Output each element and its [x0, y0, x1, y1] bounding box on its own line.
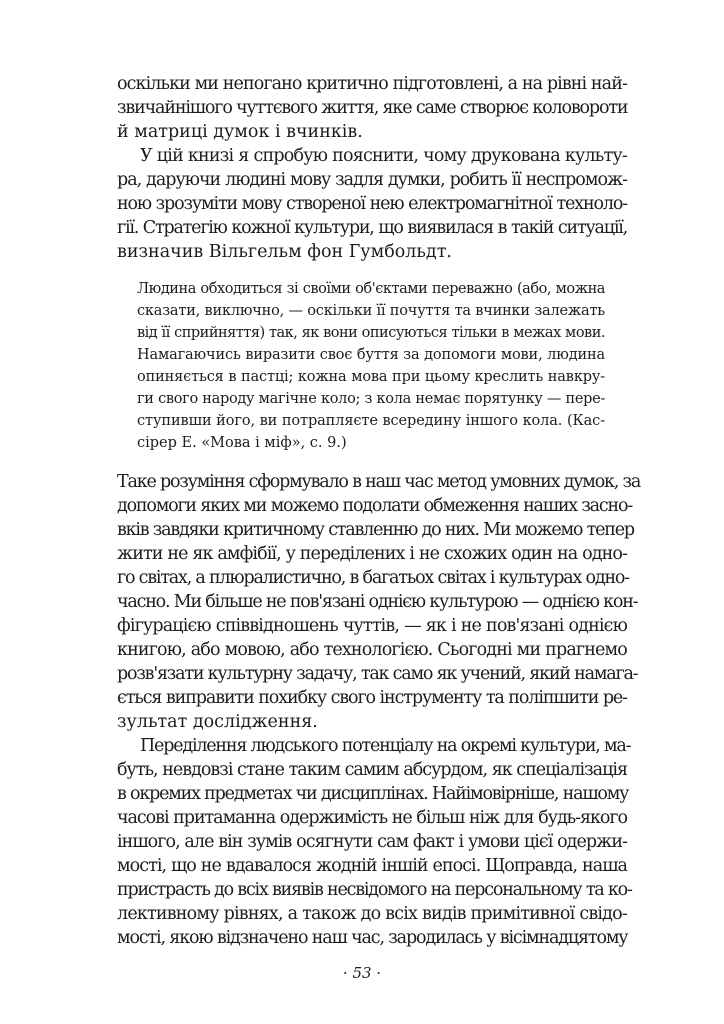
text-line: жити не як амфібії, у переділених і не схожих один на одно- — [117, 544, 627, 564]
text-line: го світах, а плюралистично, в багатьох світах і культурах одно- — [117, 568, 629, 588]
text-line: оскільки ми непогано критично підготовлені, а на рівні най- — [117, 74, 627, 94]
text-line: й матриці думок і вчинків. — [117, 122, 363, 142]
quote-line: Намагаючись виразити своє буття за допомоги мови, людина — [137, 347, 605, 363]
text-line: вків завдяки критичному ставленню до них. Ми можемо тепер — [117, 520, 634, 540]
quote-line: сказати, виключно, — оскільки її почуття та вчинки залежать — [137, 303, 605, 319]
quote-line: ступивши його, ви потрапляєте всередину іншого кола. (Кас- — [137, 413, 605, 429]
text-line: в окремих предметах чи дисциплінах. Найімовірніше, нашому — [117, 784, 629, 804]
quote-line: опиняється в пастці; кожна мова при цьому креслить навкру- — [137, 369, 605, 385]
text-line: іншого, але він зумів осягнути сам факт і умови цієї одержи- — [117, 832, 627, 852]
text-line: буть, невдовзі стане таким самим абсурдом, як спеціалізація — [117, 760, 627, 780]
text-line: звичайнішого чуттєвого життя, яке саме створює коловороти — [117, 98, 628, 118]
text-line: лективному рівнях, а також до всіх видів примітивної свідо- — [117, 904, 627, 924]
text-line: допомоги яких ми можемо подолати обмеження наших засно- — [117, 496, 633, 516]
text-line: ється виправити похибку свого інструменту та поліпшити ре- — [117, 688, 627, 708]
text-line: пристрасть до всіх виявів несвідомого на персональному та ко- — [117, 880, 632, 900]
quote-line: від її сприйняття) так, як вони описуються тільки в межах мови. — [137, 325, 605, 341]
text-line: ра, даруючи людині мову задля думки, робить її неспромож- — [117, 170, 627, 190]
text-line: визначив Вільгельм фон Гумбольдт. — [117, 242, 452, 262]
text-line: мості, що не вдавалося жодній іншій епосі. Щоправда, наша — [117, 856, 627, 876]
text-line: Таке розуміння сформувало в наш час метод умовних думок, за — [117, 472, 641, 492]
text-line: розв'язати культурну задачу, так само як учений, який намага- — [117, 664, 638, 684]
text-line: мості, якою відзначено наш час, зародилась у вісімнадцятому — [117, 928, 628, 948]
text-line: У цій книзі я спробую пояснити, чому друкована культу- — [140, 146, 627, 166]
quote-line: ги свого народу магічне коло; з кола немає порятунку — пере- — [137, 391, 605, 407]
quote-line: сірер Е. «Мова і міф», с. 9.) — [137, 435, 347, 451]
text-line: ною зрозуміти мову створеної нею електромагнітної техноло- — [117, 194, 627, 214]
text-line: часно. Ми більше не пов'язані однією культурою — однією кон- — [117, 592, 638, 612]
text-line: фігурацією співвідношень чуттів, — як і не пов'язані однією — [117, 616, 627, 636]
text-line: гії. Стратегію кожної культури, що виявилася в такій ситуації, — [117, 218, 627, 238]
text-line: зультат дослідження. — [117, 712, 318, 732]
text-line: часові притаманна одержимість не більш ніж для будь-якого — [117, 808, 627, 828]
page-number: · 53 · — [342, 964, 382, 982]
quote-line: Людина обходиться зі своїми об'єктами переважно (або, можна — [137, 281, 605, 297]
text-line: Переділення людського потенціалу на окремі культури, ма- — [140, 736, 631, 756]
text-line: книгою, або мовою, або технологією. Сьогодні ми прагнемо — [117, 640, 627, 660]
